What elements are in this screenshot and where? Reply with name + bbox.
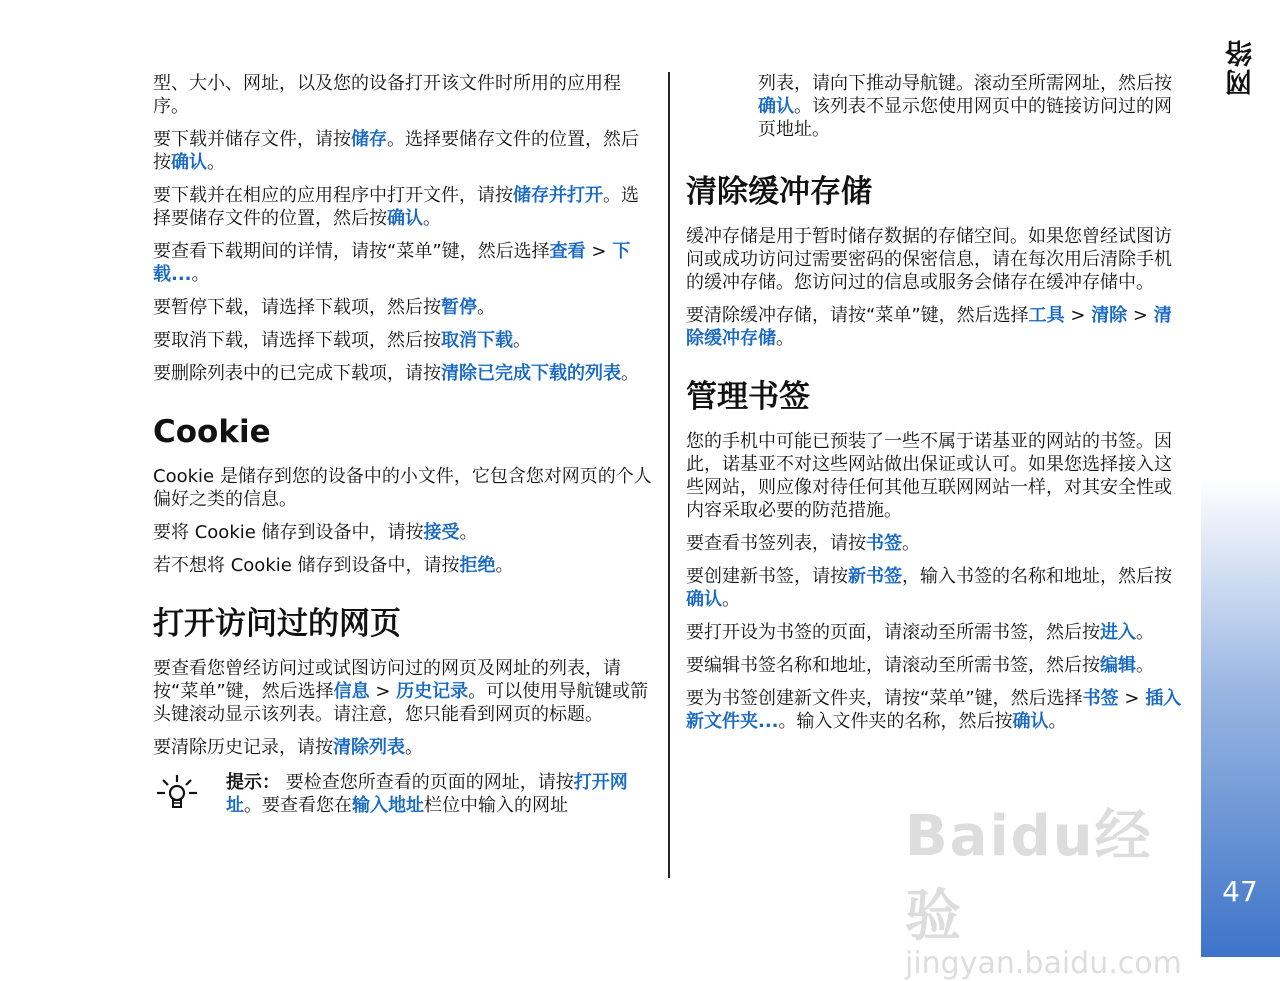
- paragraph: [686, 532, 1186, 555]
- text: 列表，请向下推动导航键。滚动至所需网址，然后按: [758, 73, 1172, 94]
- paragraph: [686, 565, 1186, 611]
- column-divider: [668, 72, 670, 878]
- key-label: 拒绝: [459, 555, 496, 576]
- text: 。: [459, 522, 478, 543]
- text: ，输入书签的名称和地址，然后按: [902, 566, 1172, 587]
- section-heading-cookie: Cookie: [153, 414, 271, 450]
- key-label: 进入: [1100, 622, 1136, 643]
- paragraph: 型、大小、网址，以及您的设备打开该文件时所用的应用程序。: [153, 73, 621, 117]
- text: 要删除列表中的已完成下载项，请按: [153, 363, 441, 384]
- paragraph: [153, 521, 653, 544]
- section-title: 网络: [1226, 38, 1257, 96]
- text: 。可以使用导航键或箭头键滚动显示该列表。请注意，您只能看到网页的标题。: [153, 681, 649, 725]
- text: 要将 Cookie 储存到设备中，请按: [153, 522, 424, 543]
- key-label: 新书签: [848, 566, 902, 587]
- text: 。输入文件夹的名称，然后按: [778, 711, 1013, 732]
- key-label: 取消下载: [441, 330, 513, 351]
- text: 若不想将 Cookie 储存到设备中，请按: [153, 555, 460, 576]
- text: 。: [1136, 655, 1154, 676]
- tip-text: [226, 771, 653, 819]
- text: 。: [776, 328, 794, 349]
- baidu-watermark: [905, 792, 1205, 981]
- text: 。: [1048, 711, 1067, 732]
- paragraph: [153, 128, 653, 174]
- text: 要清除历史记录，请按: [153, 737, 333, 758]
- paragraph: [153, 240, 653, 286]
- watermark-main: Baidu经验: [905, 804, 1153, 949]
- key-label: 编辑: [1100, 655, 1136, 676]
- section-heading-history: 打开访问过的网页: [153, 606, 401, 642]
- paragraph: [686, 654, 1186, 677]
- key-label: 清除缓冲存储: [686, 305, 1172, 349]
- paragraph: [153, 736, 653, 759]
- lightbulb-icon: [153, 771, 201, 819]
- key-label: 书签: [1082, 688, 1119, 709]
- paragraph: [153, 657, 653, 726]
- key-label: 历史记录: [396, 681, 469, 702]
- separator: >: [1118, 688, 1146, 709]
- text: 要下载并储存文件，请按: [153, 129, 351, 150]
- paragraph: [686, 687, 1186, 733]
- text: 要检查您所查看的页面的网址，请按: [280, 772, 574, 793]
- text: 。: [477, 297, 495, 318]
- key-label: 清除列表: [333, 737, 405, 758]
- paragraph: [153, 296, 653, 319]
- text: 栏位中输入的网址: [424, 795, 568, 816]
- chapter-sidebar: [1201, 0, 1280, 957]
- key-label: 确认: [171, 152, 207, 173]
- key-label: 接受: [423, 522, 460, 543]
- paragraph: [153, 329, 653, 352]
- key-label: 工具: [1028, 305, 1065, 326]
- key-label: 插入新文件夹...: [686, 688, 1182, 732]
- section-heading-bookmarks: 管理书签: [686, 379, 810, 415]
- text: 。: [621, 363, 639, 384]
- text: 要创建新书签，请按: [686, 566, 848, 587]
- watermark-url: jingyan.baidu.com: [905, 946, 1182, 981]
- paragraph: [686, 621, 1186, 644]
- key-label: 下载...: [153, 241, 631, 285]
- text: 。: [902, 533, 920, 554]
- paragraph: Cookie 是储存到您的设备中的小文件，它包含您对网页的个人偏好之类的信息。: [153, 466, 652, 510]
- key-label: 清除已完成下载的列表: [441, 363, 621, 384]
- text: 要查看下载期间的详情，请按“菜单”键，然后选择: [153, 241, 550, 262]
- text: 。: [405, 737, 423, 758]
- paragraph: 缓冲存储是用于暂时储存数据的存储空间。如果您曾经试图访问或成功访问过需要密码的保密信息，请在每次用后清除手机的缓冲存储。您访问过的信息或服务会储存在缓冲存储中。: [686, 226, 1172, 293]
- key-label: 确认: [686, 589, 722, 610]
- right-column: [686, 72, 1186, 743]
- text: 。: [207, 152, 225, 173]
- text: 。: [423, 208, 441, 229]
- separator: >: [1064, 305, 1092, 326]
- separator: >: [369, 681, 397, 702]
- paragraph: 您的手机中可能已预装了一些不属于诺基亚的网站的书签。因此，诺基亚不对这些网站做出保证或认可。如果您选择接入这些网站，则应像对待任何其他互联网网站一样，对其安全性或内容采取必要的防范措施。: [686, 431, 1172, 521]
- text: 要下载并在相应的应用程序中打开文件，请按: [153, 185, 513, 206]
- text: 要暂停下载，请选择下载项，然后按: [153, 297, 441, 318]
- text: 。: [722, 589, 740, 610]
- paragraph: [686, 72, 1186, 141]
- left-column: [153, 72, 653, 819]
- paragraph: [686, 304, 1186, 350]
- section-heading-cache: 清除缓冲存储: [686, 174, 872, 210]
- text: 要为书签创建新文件夹，请按“菜单”键，然后选择: [686, 688, 1083, 709]
- text: 要打开设为书签的页面，请滚动至所需书签，然后按: [686, 622, 1100, 643]
- tip-label: 提示：: [226, 772, 280, 793]
- paragraph: [153, 362, 653, 385]
- key-label: 信息: [333, 681, 370, 702]
- text: 。: [495, 555, 514, 576]
- separator: >: [1127, 305, 1154, 326]
- text: 要查看书签列表，请按: [686, 533, 866, 554]
- key-label: 确认: [387, 208, 423, 229]
- text: 。: [191, 264, 210, 285]
- paragraph: [153, 184, 653, 230]
- text: 。选择要储存文件的位置，然后按: [153, 185, 639, 229]
- key-label: 确认: [758, 96, 794, 117]
- text: 要清除缓冲存储，请按“菜单”键，然后选择: [686, 305, 1029, 326]
- separator: >: [585, 241, 613, 262]
- text: 。要查看您在: [244, 795, 352, 816]
- key-label: 输入地址: [352, 795, 424, 816]
- text: 。: [1136, 622, 1154, 643]
- key-label: 打开网址: [226, 772, 628, 816]
- page-number: 47: [1222, 875, 1258, 908]
- tip-box: [153, 771, 653, 819]
- text: 要编辑书签名称和地址，请滚动至所需书签，然后按: [686, 655, 1100, 676]
- key-label: 书签: [866, 533, 902, 554]
- key-label: 清除: [1091, 305, 1128, 326]
- text: 。: [513, 330, 531, 351]
- text: 。选择要储存文件的位置，然后按: [153, 129, 639, 173]
- key-label: 储存并打开: [513, 185, 603, 206]
- text: 要查看您曾经访问过或试图访问过的网页及网址的列表，请按“菜单”键，然后选择: [153, 658, 621, 702]
- paragraph: [153, 554, 653, 577]
- text: 。该列表不显示您使用网页中的链接访问过的网页地址。: [758, 96, 1172, 140]
- key-label: 储存: [351, 129, 387, 150]
- key-label: 暂停: [441, 297, 477, 318]
- key-label: 确认: [1012, 711, 1049, 732]
- key-label: 查看: [549, 241, 586, 262]
- text: 要取消下载，请选择下载项，然后按: [153, 330, 441, 351]
